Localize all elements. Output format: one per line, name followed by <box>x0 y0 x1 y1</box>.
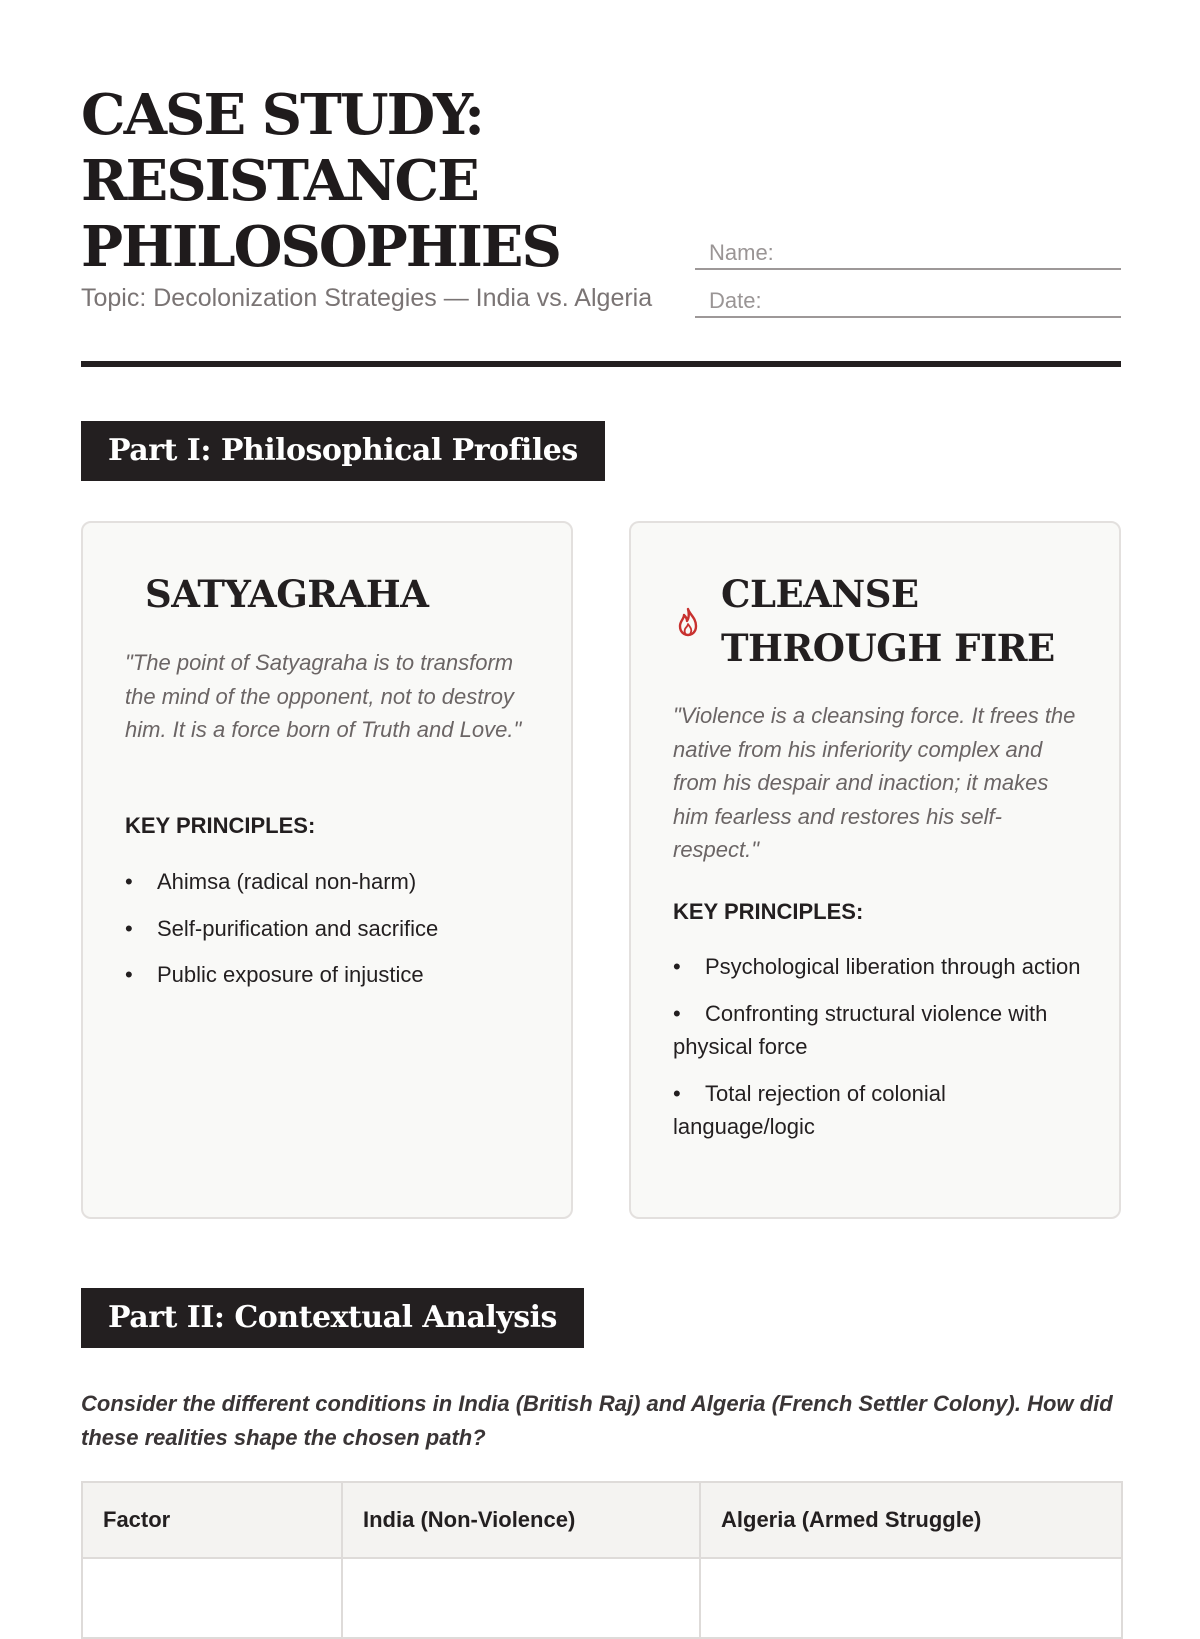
bullet-icon: • <box>125 915 133 941</box>
table-cell-input[interactable] <box>342 1558 700 1638</box>
column-header-factor: Factor <box>82 1482 342 1558</box>
card-title-line: THROUGH FIRE <box>721 626 1055 670</box>
bullet-icon: • <box>673 954 681 979</box>
title-line: RESISTANCE <box>81 148 478 214</box>
page-title <box>81 82 641 280</box>
column-header-india: India (Non-Violence) <box>342 1482 700 1558</box>
key-principles-label: KEY PRINCIPLES: <box>125 813 316 838</box>
card-quote: "The point of Satyagraha is to transform the mind of the opponent, not to destroy him. It is a force born of Truth and Love." <box>125 650 522 742</box>
card-title <box>721 567 1061 675</box>
name-label: Name: <box>709 240 774 265</box>
table-row <box>82 1558 1122 1638</box>
principle-text: Public exposure of injustice <box>157 962 424 987</box>
principle-text: Psychological liberation through action <box>705 954 1081 979</box>
table-cell-input[interactable] <box>82 1558 342 1638</box>
profile-card-cleanse-through-fire <box>629 521 1121 1219</box>
principle-text: Self-purification and sacrifice <box>157 915 439 941</box>
section-heading-part-2: Part II: Contextual Analysis <box>81 1288 584 1348</box>
list-item <box>125 865 537 899</box>
bullet-icon: • <box>125 869 133 894</box>
analysis-prompt: Consider the different conditions in India (British Raj) and Algeria (French Settler Colony). How did these realities shape the chosen path? <box>81 1391 1113 1450</box>
principle-text: Ahimsa (radical non-harm) <box>157 869 417 894</box>
list-item <box>673 950 1085 984</box>
section-heading-part-1: Part I: Philosophical Profiles <box>81 421 605 481</box>
bullet-icon: • <box>125 962 133 987</box>
list-item <box>125 958 537 992</box>
title-line: PHILOSOPHIES <box>81 214 560 280</box>
list-item <box>673 997 1085 1064</box>
list-item <box>125 912 537 946</box>
card-title: SATYAGRAHA <box>145 572 429 616</box>
principles-list <box>125 865 537 1005</box>
name-field[interactable] <box>695 240 1121 270</box>
table-header-row <box>82 1482 1122 1558</box>
list-item <box>673 1077 1085 1144</box>
worksheet-page <box>81 0 1121 1600</box>
bullet-icon: • <box>673 1080 681 1106</box>
principle-text: Total rejection of colonial language/logic <box>673 1080 946 1139</box>
profile-card-satyagraha <box>81 521 573 1219</box>
column-header-algeria: Algeria (Armed Struggle) <box>700 1482 1122 1558</box>
header-divider <box>81 361 1121 367</box>
date-field[interactable] <box>695 288 1121 318</box>
key-principles-label: KEY PRINCIPLES: <box>673 899 864 924</box>
table-cell-input[interactable] <box>700 1558 1122 1638</box>
title-line: CASE STUDY: <box>81 82 483 148</box>
bullet-icon: • <box>673 1000 681 1026</box>
principle-text: Confronting structural violence with physical force <box>673 1000 1048 1059</box>
comparison-table <box>81 1481 1123 1639</box>
fire-icon <box>675 607 701 637</box>
topic-subtitle: Topic: Decolonization Strategies — India vs. Algeria <box>81 284 653 312</box>
date-label: Date: <box>709 288 762 313</box>
principles-list <box>673 950 1085 1157</box>
card-quote: "Violence is a cleansing force. It frees the native from his inferiority complex and from his despair and inaction; it makes him fearless and restores his self-respect." <box>673 703 1076 862</box>
card-title-line: CLEANSE <box>721 572 919 616</box>
